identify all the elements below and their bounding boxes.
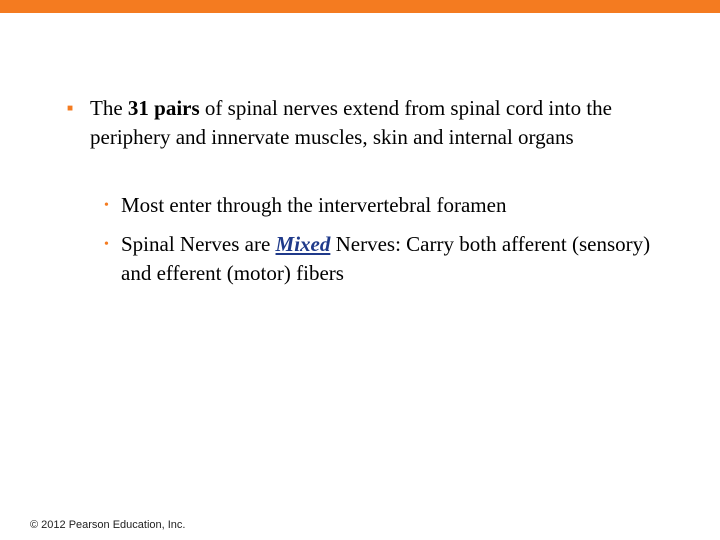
round-bullet-icon: • bbox=[104, 237, 109, 252]
sub-bullet-2-text bbox=[121, 230, 681, 288]
mixed-emphasis: Mixed bbox=[275, 232, 331, 256]
main-bullet-suffix: of spinal nerves extend from spinal cord into the periphery and innervate muscles, skin and internal organs bbox=[90, 96, 612, 149]
square-bullet-icon: ■ bbox=[67, 103, 74, 114]
sub-bullet-1-text: Most enter through the intervertebral foramen bbox=[121, 193, 507, 217]
copyright-footer: © 2012 Pearson Education, Inc. bbox=[30, 519, 186, 531]
sub-bullet-2-suffix: Nerves: Carry both afferent (sensory) and efferent (motor) fibers bbox=[121, 232, 651, 285]
main-bullet-text bbox=[90, 94, 670, 152]
round-bullet-icon: • bbox=[104, 198, 109, 213]
main-bullet-prefix: The bbox=[90, 96, 128, 120]
main-bullet-bold: 31 pairs bbox=[127, 96, 200, 120]
sub-bullet-2-prefix: Spinal Nerves are bbox=[121, 232, 276, 256]
